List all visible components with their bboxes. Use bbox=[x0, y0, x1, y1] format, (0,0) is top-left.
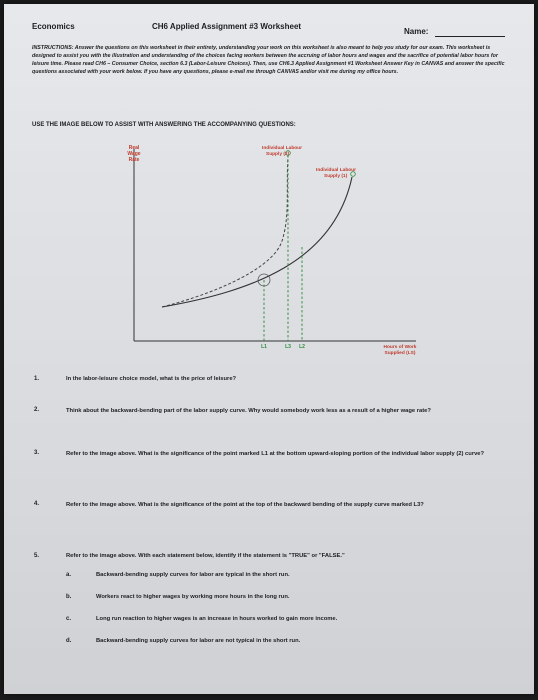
labor-supply-1-curve bbox=[162, 177, 352, 307]
question-3-text: Refer to the image above. What is the significance of the point marked L1 at the bottom upward-sloping portion of the individual labor supply (2) curve? bbox=[66, 451, 485, 457]
statement-a-letter: a. bbox=[66, 572, 72, 578]
supply-2-label-line1: Individual Labour bbox=[262, 146, 302, 151]
y-axis-label-line2: Wage bbox=[127, 151, 141, 157]
question-3-number: 3. bbox=[34, 450, 40, 456]
statement-b-letter: b. bbox=[66, 594, 72, 600]
question-4-text: Refer to the image above. What is the significance of the point at the top of the backward bending of the supply curve marked L3? bbox=[66, 502, 424, 508]
question-4-number: 4. bbox=[34, 501, 40, 507]
statement-c-letter: c. bbox=[66, 616, 72, 622]
question-2-number: 2. bbox=[34, 407, 40, 413]
tick-l2: L2 bbox=[299, 344, 305, 350]
y-axis-label-line1: Real bbox=[128, 145, 140, 151]
question-5-text: Refer to the image above. With each statement below, identify if the statement is "TRUE" or "FALSE." bbox=[66, 553, 345, 559]
tick-l3: L3 bbox=[285, 344, 291, 350]
use-image-heading: USE THE IMAGE BELOW TO ASSIST WITH ANSWERING THE ACCOMPANYING QUESTIONS: bbox=[32, 122, 296, 128]
statement-b-text: Workers react to higher wages by working more hours in the long run. bbox=[96, 594, 290, 600]
statement-d-letter: d. bbox=[66, 638, 72, 644]
supply-1-label-line2: Supply (1) bbox=[324, 174, 348, 179]
statement-d-text: Backward-bending supply curves for labor are not typical in the short run. bbox=[96, 638, 301, 644]
statement-a-text: Backward-bending supply curves for labor are typical in the short run. bbox=[96, 572, 290, 578]
labor-supply-2-curve bbox=[162, 155, 288, 307]
instructions-paragraph: INSTRUCTIONS: Answer the questions on this worksheet in their entirety, understanding your work on this worksheet is also meant to help you study for our exam. This worksheet is designed to assist you with the illustration and understanding of the choices facing workers between the accruing of labor hours and wages and the sacrifice of potential labor hours for leisure time. Please read CH6 – Consumer Choice, section 6.3 (Labor-Leisure Choices). Then, use CH6.3 Applied Assignment #1 Worksheet Answer Key in CANVAS and answer the specific questions associated with your work below. If you have any questions, please e-mail me through CANVAS and/or visit me during my office hours. bbox=[32, 45, 505, 75]
x-axis-label-line2: Supplied (LS) bbox=[384, 351, 416, 356]
question-1-number: 1. bbox=[34, 376, 40, 382]
y-axis-label-line3: Rate bbox=[128, 157, 140, 163]
labor-supply-graph bbox=[104, 141, 424, 381]
supply-2-label-line2: Supply (2) bbox=[266, 152, 290, 157]
x-axis-label-line1: Hours of Work bbox=[383, 345, 417, 350]
tick-l1: L1 bbox=[261, 344, 267, 350]
name-label: Name: bbox=[404, 27, 429, 36]
supply-1-label-line1: Individual Labour bbox=[316, 168, 356, 173]
question-2-text: Think about the backward-bending part of the labor supply curve. Why would somebody work less as a result of a higher wage rate? bbox=[66, 408, 431, 414]
question-5-number: 5. bbox=[34, 553, 40, 559]
worksheet-title: CH6 Applied Assignment #3 Worksheet bbox=[152, 22, 302, 31]
worksheet-page bbox=[4, 4, 534, 694]
statement-c-text: Long run reaction to higher wages is an increase in hours worked to gain more income. bbox=[96, 616, 338, 622]
name-blank-line bbox=[435, 36, 505, 37]
course-name: Economics bbox=[32, 22, 75, 31]
question-1-text: In the labor-leisure choice model, what is the price of leisure? bbox=[66, 376, 237, 382]
